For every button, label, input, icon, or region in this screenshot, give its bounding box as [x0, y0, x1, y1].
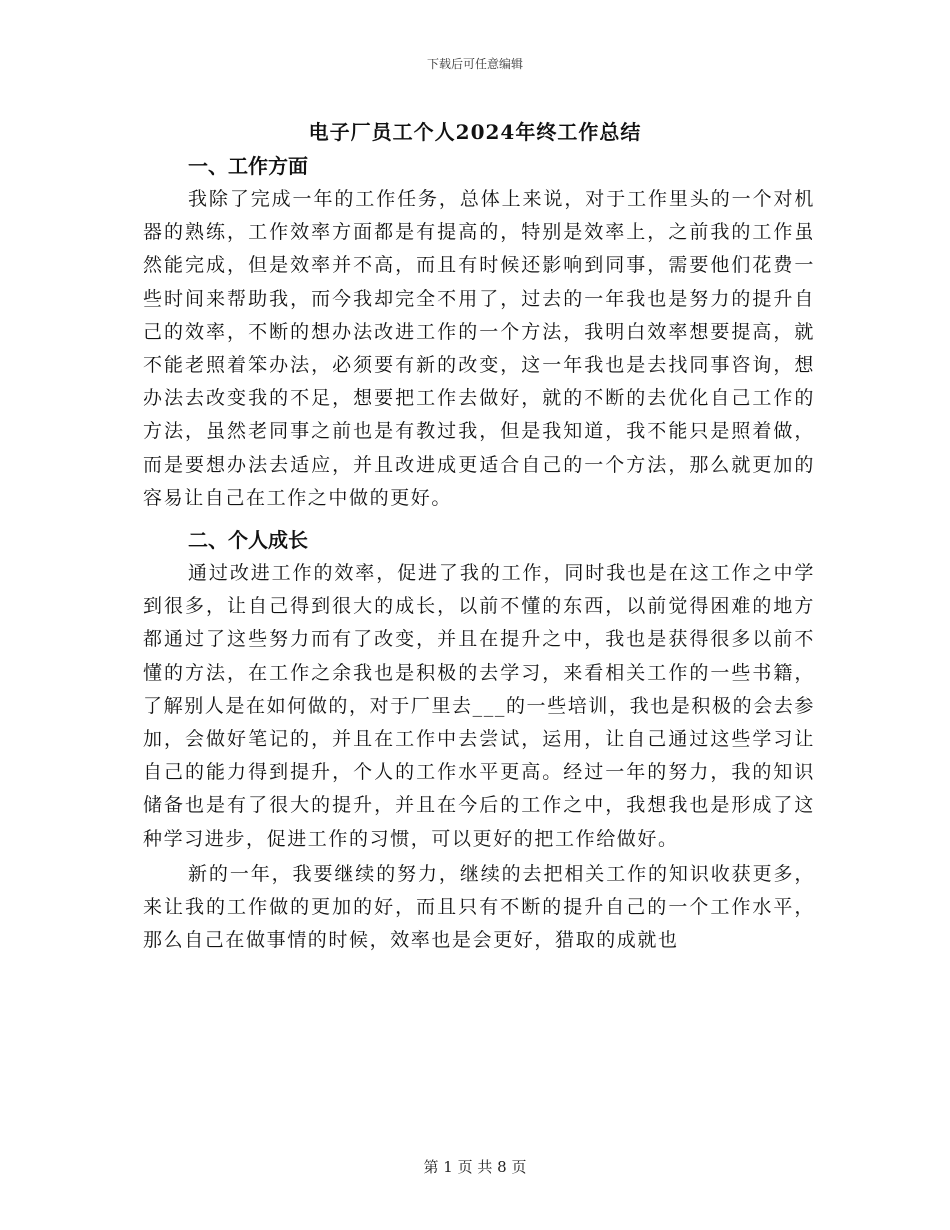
section-heading-work: 一、工作方面: [188, 154, 308, 178]
document-body: [143, 150, 815, 957]
paragraph-growth-2: 新的一年，我要继续的努力，继续的去把相关工作的知识收获更多，来让我的工作做的更加的好，而且只有不断的提升自己的一个工作水平，那么自己在做事情的时候，效率也是会更好，猎取的成就也: [143, 862, 815, 952]
paragraph-work-1: 我除了完成一年的工作任务，总体上来说，对于工作里头的一个对机器的熟练，工作效率方面都是有提高的，特别是效率上，之前我的工作虽然能完成，但是效率并不高，而且有时候还影响到同事，需要他们花费一些时间来帮助我，而今我却完全不用了，过去的一年我也是努力的提升自己的效率，不断的想办法改进工作的一个方法，我明白效率想要提高，就不能老照着笨办法，必须要有新的改变，这一年我也是去找同事咨询，想办法去改变我的不足，想要把工作去做好，就的不断的去优化自己工作的方法，虽然老同事之前也是有教过我，但是我知道，我不能只是照着做，而是要想办法去适应，并且改进成更适合自己的一个方法，那么就更加的容易让自己在工作之中做的更好。: [143, 188, 815, 509]
section-heading-growth: 二、个人成长: [188, 528, 308, 553]
paragraph-growth-1: 通过改进工作的效率，促进了我的工作，同时我也是在这工作之中学到很多，让自己得到很大的成长，以前不懂的东西，以前觉得困难的地方都通过了这些努力而有了改变，并且在提升之中，我也是获得很多以前不懂的方法，在工作之余我也是积极的去学习，来看相关工作的一些书籍，了解别人是在如何做的，对于厂里去___的一些培训，我也是积极的会去参加，会做好笔记的，并且在工作中去尝试，运用，让自己通过这些学习让自己的能力得到提升，个人的工作水平更高。经过一年的努力，我的知识储备也是有了很大的提升，并且在今后的工作之中，我想我也是形成了这种学习进步，促进工作的习惯，可以更好的把工作给做好。: [143, 562, 815, 850]
page-number-footer: 第 1 页 共 8 页: [423, 1158, 527, 1176]
header-note: 下载后可任意编辑: [426, 57, 523, 71]
document-title: 电子厂员工个人2024年终工作总结: [308, 120, 642, 144]
